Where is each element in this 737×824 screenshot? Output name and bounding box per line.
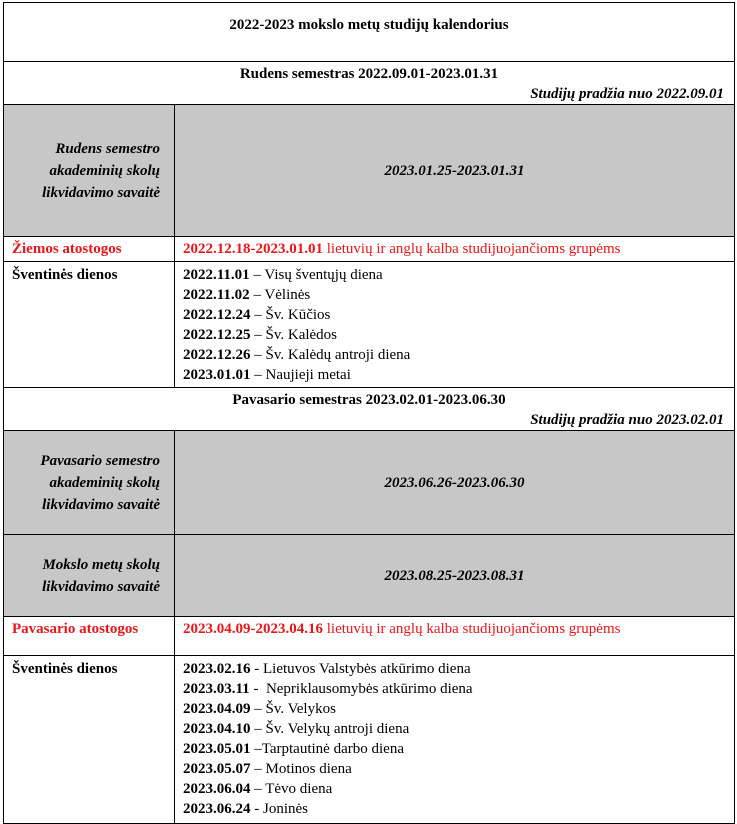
spring-semester-header: Pavasario semestras 2023.02.01-2023.06.30 [4, 388, 735, 411]
autumn-study-start: Studijų pradžia nuo 2022.09.01 [4, 84, 735, 105]
winter-holidays-value [175, 237, 735, 262]
winter-holidays-label: Žiemos atostogos [4, 237, 175, 262]
festive-day: 2022.12.24 – Šv. Kūčios [183, 307, 331, 323]
autumn-semester-header: Rudens semestras 2022.09.01-2023.01.31 [4, 62, 735, 85]
year-debt-week-label: Mokslo metų skolų likvidavimo savaitė [4, 535, 175, 617]
festive-day: 2023.04.10 – Šv. Velykų antroji diena [183, 721, 410, 737]
spring-holidays-value [175, 617, 735, 656]
spring-holidays-label: Pavasario atostogos [4, 617, 175, 656]
festive-day: 2023.01.01 – Naujieji metai [183, 367, 351, 383]
spring-study-start: Studijų pradžia nuo 2023.02.01 [4, 410, 735, 431]
festive-day: 2023.05.01 –Tarptautinė darbo diena [183, 741, 404, 757]
festive-day: 2023.06.04 – Tėvo diena [183, 781, 333, 797]
spring-debt-week-dates: 2023.06.26-2023.06.30 [175, 431, 735, 535]
spring-holidays-dates: 2023.04.09-2023.04.16 [183, 621, 323, 637]
winter-holidays-note: lietuvių ir anglų kalba studijuojančioms grupėms [326, 241, 621, 257]
festive-day: 2022.12.26 – Šv. Kalėdų antroji diena [183, 347, 411, 363]
festive-day: 2023.06.24 - Joninės [183, 801, 308, 817]
spring-holidays-note: lietuvių ir anglų kalba studijuojančioms grupėms [326, 621, 621, 637]
winter-holidays-dates: 2022.12.18-2023.01.01 [183, 241, 323, 257]
spring-festive-list [175, 656, 735, 824]
autumn-debt-week-label: Rudens semestro akademinių skolų likvidavimo savaitė [4, 105, 175, 237]
calendar-table [3, 2, 735, 824]
festive-day: 2023.05.07 – Motinos diena [183, 761, 352, 777]
festive-day: 2022.12.25 – Šv. Kalėdos [183, 327, 338, 343]
autumn-festive-list [175, 262, 735, 388]
festive-day: 2022.11.01 – Visų šventųjų diena [183, 267, 383, 283]
spring-debt-week-label: Pavasario semestro akademinių skolų likvidavimo savaitė [4, 431, 175, 535]
autumn-festive-label: Šventinės dienos [4, 262, 175, 388]
festive-day: 2022.11.02 – Vėlinės [183, 287, 311, 303]
year-debt-week-dates: 2023.08.25-2023.08.31 [175, 535, 735, 617]
spring-festive-label: Šventinės dienos [4, 656, 175, 824]
festive-day: 2023.04.09 – Šv. Velykos [183, 701, 336, 717]
festive-day: 2023.03.11 - Nepriklausomybės atkūrimo diena [183, 681, 473, 697]
festive-day: 2023.02.16 - Lietuvos Valstybės atkūrimo diena [183, 661, 471, 677]
calendar-title: 2022-2023 mokslo metų studijų kalendorius [4, 3, 735, 62]
autumn-debt-week-dates: 2023.01.25-2023.01.31 [175, 105, 735, 237]
